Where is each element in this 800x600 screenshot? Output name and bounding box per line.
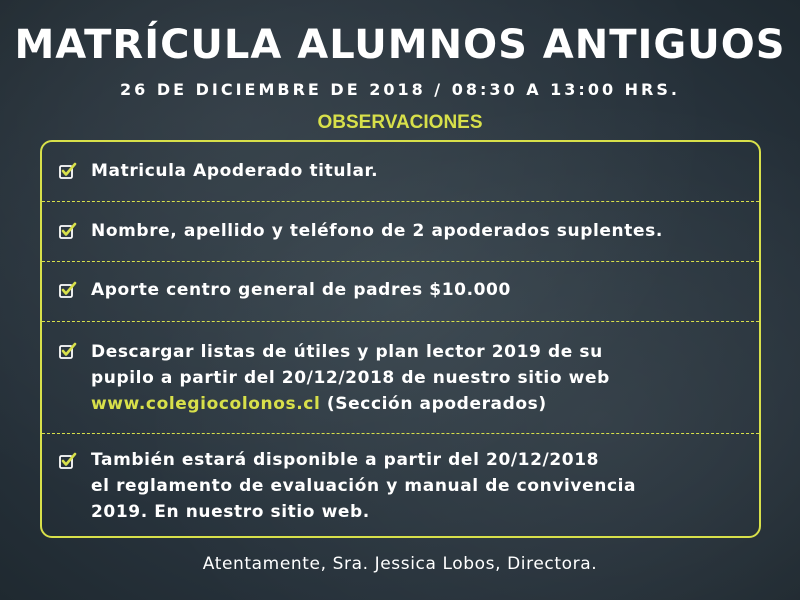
list-item	[42, 202, 759, 262]
checkbox-check-icon	[58, 451, 78, 471]
list-item-line	[91, 391, 747, 417]
list-item-text	[91, 447, 747, 525]
page-title: MATRÍCULA ALUMNOS ANTIGUOS	[14, 22, 786, 68]
checkbox-check-icon	[58, 280, 78, 300]
list-item-text	[91, 339, 747, 417]
observaciones-panel	[40, 140, 761, 538]
checkbox-check-icon	[58, 161, 78, 181]
checkbox-check-icon	[58, 341, 78, 361]
checkbox-check-icon	[58, 221, 78, 241]
list-item-text: Aporte centro general de padres $10.000	[91, 280, 511, 300]
list-item-line: el reglamento de evaluación y manual de convivencia	[91, 476, 637, 496]
observaciones-heading: OBSERVACIONES	[317, 112, 483, 133]
list-item	[42, 262, 759, 322]
list-item-line: Descargar listas de útiles y plan lector 2019 de su	[91, 342, 603, 362]
website-link[interactable]: www.colegiocolonos.cl	[91, 394, 321, 414]
date-subtitle: 26 DE DICIEMBRE DE 2018 / 08:30 A 13:00 HRS.	[120, 80, 680, 99]
list-item-line-rest: (Sección apoderados)	[320, 394, 547, 414]
signature-footer: Atentamente, Sra. Jessica Lobos, Directora.	[202, 554, 598, 574]
list-item	[42, 322, 759, 434]
list-item-text: Nombre, apellido y teléfono de 2 apoderados suplentes.	[91, 221, 663, 241]
list-item	[42, 434, 759, 538]
list-item-line: 2019. En nuestro sitio web.	[91, 502, 370, 522]
list-item-line: También estará disponible a partir del 20/12/2018	[91, 450, 600, 470]
list-item	[42, 142, 759, 202]
list-item-text: Matricula Apoderado titular.	[91, 161, 379, 181]
list-item-line: pupilo a partir del 20/12/2018 de nuestro sitio web	[91, 368, 610, 388]
